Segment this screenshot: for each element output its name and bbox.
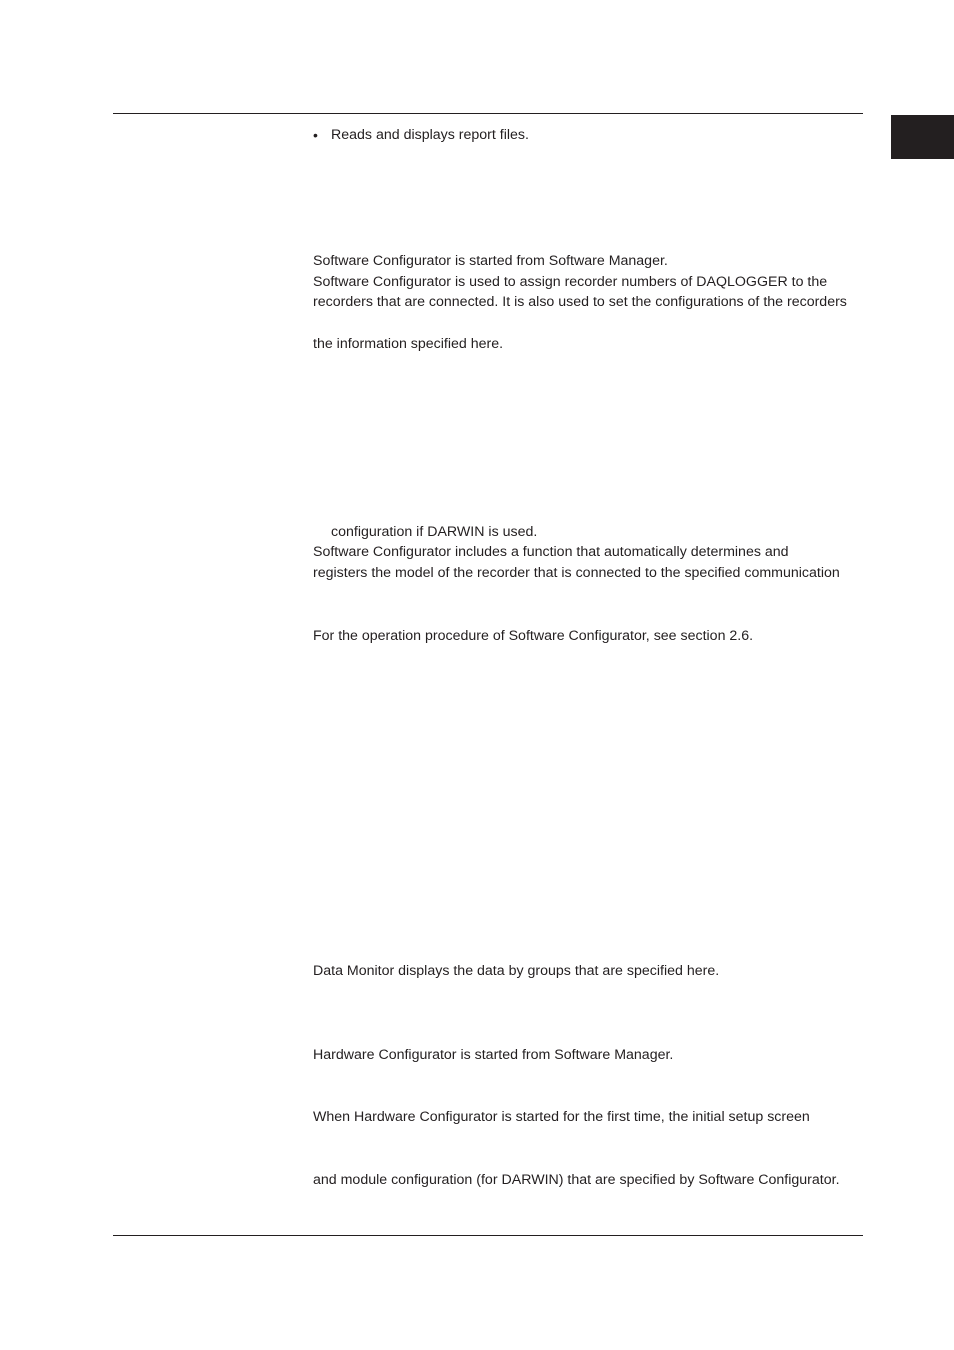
text-line: Software Configurator includes a function that automatically determines and: [313, 544, 789, 560]
header-rule: [113, 113, 863, 114]
text-line: For the operation procedure of Software Configurator, see section 2.6.: [313, 628, 754, 644]
text-line: Data Monitor displays the data by groups that are specified here.: [313, 963, 720, 979]
bullet-marker: •: [313, 127, 318, 143]
bullet-item-report-files: Reads and displays report files.: [331, 127, 529, 143]
text-line: recorders that are connected. It is also used to set the configurations of the recorders: [313, 294, 847, 310]
footer-rule: [113, 1235, 863, 1236]
text-line: and module configuration (for DARWIN) that are specified by Software Configurator.: [313, 1172, 840, 1188]
text-line: Software Configurator is started from Software Manager.: [313, 253, 668, 269]
text-line: registers the model of the recorder that is connected to the specified communication: [313, 565, 840, 581]
chapter-tab: [891, 115, 954, 159]
text-line-indented: configuration if DARWIN is used.: [331, 524, 538, 540]
text-line: When Hardware Configurator is started for the first time, the initial setup screen: [313, 1109, 810, 1125]
text-line: the information specified here.: [313, 336, 504, 352]
text-line: Software Configurator is used to assign recorder numbers of DAQLOGGER to the: [313, 274, 828, 290]
text-line: Hardware Configurator is started from Software Manager.: [313, 1047, 674, 1063]
